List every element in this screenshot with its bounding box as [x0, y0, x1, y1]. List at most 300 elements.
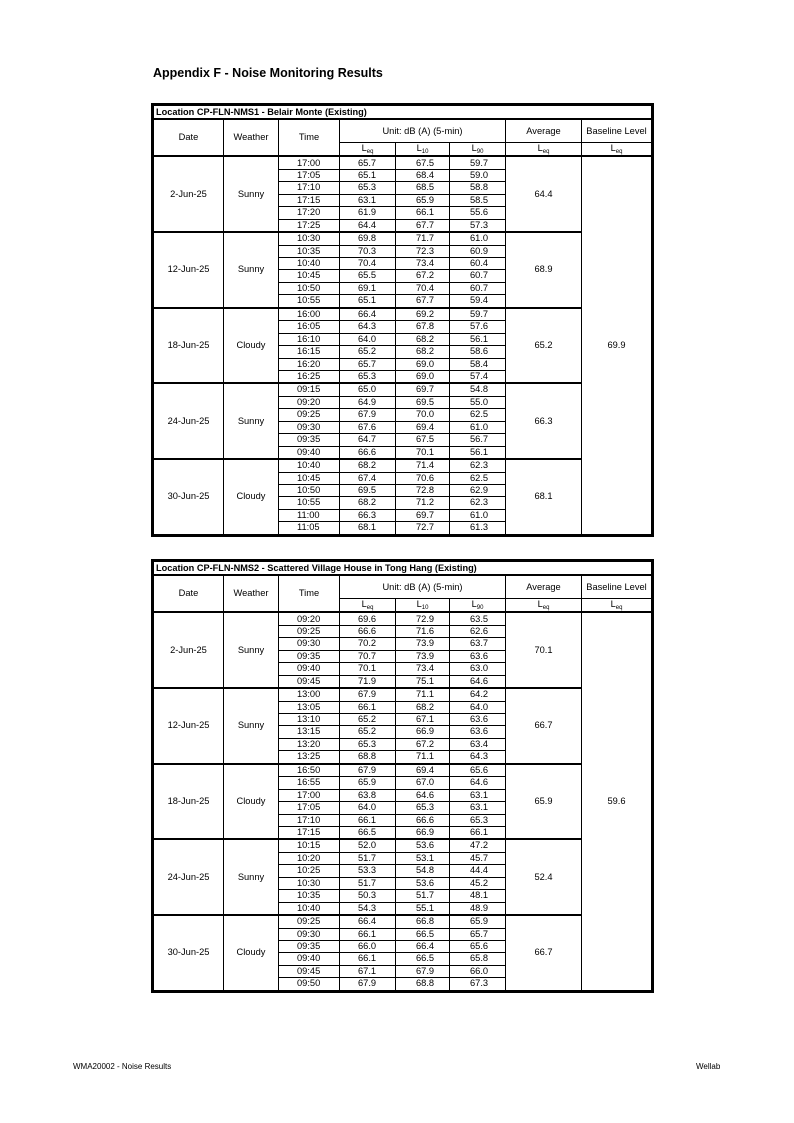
- l90-cell: 47.2: [450, 839, 506, 852]
- l10-cell: 67.5: [396, 434, 450, 446]
- l10-cell: 71.4: [396, 459, 450, 472]
- l90-cell: 65.8: [450, 953, 506, 965]
- l90-cell: 58.5: [450, 194, 506, 206]
- l10-cell: 67.0: [396, 777, 450, 789]
- average-cell: 68.1: [506, 459, 582, 534]
- leq-cell: 64.3: [340, 321, 396, 333]
- column-header-weather: Weather: [224, 119, 279, 156]
- weather-cell: Sunny: [224, 232, 279, 308]
- footer-company: Wellab: [696, 1062, 721, 1071]
- l10-cell: 72.3: [396, 245, 450, 257]
- time-cell: 17:00: [279, 789, 340, 801]
- time-cell: 09:35: [279, 650, 340, 662]
- leq-cell: 69.1: [340, 282, 396, 294]
- average-cell: 65.2: [506, 308, 582, 384]
- column-header-date: Date: [154, 119, 224, 156]
- leq-cell: 66.5: [340, 826, 396, 839]
- time-cell: 10:55: [279, 497, 340, 509]
- l10-cell: 70.4: [396, 282, 450, 294]
- header-row: [154, 575, 652, 598]
- weather-cell: Cloudy: [224, 459, 279, 534]
- leq-cell: 66.3: [340, 509, 396, 521]
- table-row: [154, 612, 652, 625]
- date-cell: 30-Jun-25: [154, 459, 224, 534]
- leq-cell: 71.9: [340, 675, 396, 688]
- leq-cell: 67.1: [340, 965, 396, 977]
- leq-cell: 65.2: [340, 713, 396, 725]
- l10-cell: 67.7: [396, 295, 450, 308]
- l-subscript: 10: [421, 148, 429, 155]
- l-subscript: 90: [476, 148, 484, 155]
- time-cell: 11:00: [279, 509, 340, 521]
- table-row: [154, 232, 652, 245]
- l10-cell: 67.7: [396, 219, 450, 232]
- leq-cell: 65.0: [340, 383, 396, 396]
- l-symbol: L: [537, 598, 543, 609]
- table-row: [154, 688, 652, 701]
- subheader-l90: [450, 599, 506, 613]
- l90-cell: 57.4: [450, 370, 506, 383]
- l-subscript: 10: [421, 604, 429, 611]
- date-cell: 2-Jun-25: [154, 156, 224, 232]
- l-subscript: eq: [542, 148, 550, 155]
- leq-cell: 63.8: [340, 789, 396, 801]
- l90-cell: 55.6: [450, 207, 506, 219]
- column-header-time: Time: [279, 575, 340, 612]
- date-cell: 24-Jun-25: [154, 839, 224, 915]
- column-header-unit: Unit: dB (A) (5-min): [340, 119, 506, 142]
- time-cell: 17:05: [279, 169, 340, 181]
- l10-cell: 68.2: [396, 701, 450, 713]
- l-symbol: L: [361, 142, 367, 153]
- time-cell: 17:10: [279, 182, 340, 194]
- leq-cell: 65.7: [340, 358, 396, 370]
- l10-cell: 69.5: [396, 396, 450, 408]
- l10-cell: 69.0: [396, 370, 450, 383]
- l10-cell: 54.8: [396, 865, 450, 877]
- leq-cell: 66.4: [340, 915, 396, 928]
- l10-cell: 67.2: [396, 738, 450, 750]
- leq-cell: 67.9: [340, 978, 396, 991]
- l10-cell: 71.1: [396, 688, 450, 701]
- l10-cell: 69.7: [396, 383, 450, 396]
- leq-cell: 64.0: [340, 802, 396, 814]
- l10-cell: 67.8: [396, 321, 450, 333]
- time-cell: 09:50: [279, 978, 340, 991]
- time-cell: 10:35: [279, 890, 340, 902]
- weather-cell: Sunny: [224, 383, 279, 459]
- subheader-leq: [340, 143, 396, 157]
- time-cell: 17:05: [279, 802, 340, 814]
- l10-cell: 55.1: [396, 902, 450, 915]
- l-subscript: eq: [615, 604, 623, 611]
- l90-cell: 64.3: [450, 751, 506, 764]
- l10-cell: 53.6: [396, 839, 450, 852]
- time-cell: 09:20: [279, 612, 340, 625]
- column-header-time: Time: [279, 119, 340, 156]
- date-cell: 24-Jun-25: [154, 383, 224, 459]
- time-cell: 09:40: [279, 663, 340, 675]
- leq-cell: 65.3: [340, 370, 396, 383]
- time-cell: 17:20: [279, 207, 340, 219]
- l90-cell: 44.4: [450, 865, 506, 877]
- l-symbol: L: [610, 142, 616, 153]
- l90-cell: 62.6: [450, 625, 506, 637]
- leq-cell: 70.7: [340, 650, 396, 662]
- leq-cell: 65.9: [340, 777, 396, 789]
- l90-cell: 61.0: [450, 509, 506, 521]
- l90-cell: 58.4: [450, 358, 506, 370]
- time-cell: 09:30: [279, 638, 340, 650]
- l90-cell: 65.3: [450, 814, 506, 826]
- l90-cell: 58.6: [450, 346, 506, 358]
- l-subscript: eq: [542, 604, 550, 611]
- time-cell: 16:05: [279, 321, 340, 333]
- l90-cell: 48.9: [450, 902, 506, 915]
- l90-cell: 56.7: [450, 434, 506, 446]
- leq-cell: 66.6: [340, 446, 396, 459]
- l90-cell: 59.0: [450, 169, 506, 181]
- subheader-baseline-leq: [582, 143, 652, 157]
- l90-cell: 61.0: [450, 232, 506, 245]
- l10-cell: 71.1: [396, 751, 450, 764]
- l90-cell: 62.9: [450, 484, 506, 496]
- leq-cell: 66.1: [340, 814, 396, 826]
- l10-cell: 53.1: [396, 852, 450, 864]
- l10-cell: 71.6: [396, 625, 450, 637]
- l10-cell: 75.1: [396, 675, 450, 688]
- l10-cell: 72.9: [396, 612, 450, 625]
- l90-cell: 62.5: [450, 409, 506, 421]
- location-title: Location CP-FLN-NMS2 - Scattered Village House in Tong Hang (Existing): [154, 562, 652, 576]
- location-row: [154, 562, 652, 576]
- leq-cell: 52.0: [340, 839, 396, 852]
- l90-cell: 65.9: [450, 915, 506, 928]
- leq-cell: 64.0: [340, 333, 396, 345]
- column-header-weather: Weather: [224, 575, 279, 612]
- l90-cell: 63.6: [450, 726, 506, 738]
- l-subscript: 90: [476, 604, 484, 611]
- l90-cell: 65.6: [450, 764, 506, 777]
- l10-cell: 73.9: [396, 650, 450, 662]
- time-cell: 09:25: [279, 915, 340, 928]
- time-cell: 16:20: [279, 358, 340, 370]
- time-cell: 17:10: [279, 814, 340, 826]
- time-cell: 10:25: [279, 865, 340, 877]
- time-cell: 16:00: [279, 308, 340, 321]
- time-cell: 09:45: [279, 675, 340, 688]
- l90-cell: 59.4: [450, 295, 506, 308]
- l90-cell: 60.9: [450, 245, 506, 257]
- l90-cell: 63.6: [450, 650, 506, 662]
- l90-cell: 60.7: [450, 282, 506, 294]
- l-symbol: L: [416, 598, 422, 609]
- time-cell: 09:30: [279, 928, 340, 940]
- weather-cell: Cloudy: [224, 308, 279, 384]
- l90-cell: 60.4: [450, 257, 506, 269]
- leq-cell: 68.2: [340, 459, 396, 472]
- column-header-baseline: Baseline Level: [582, 119, 652, 142]
- leq-cell: 61.9: [340, 207, 396, 219]
- leq-cell: 67.9: [340, 764, 396, 777]
- l10-cell: 69.4: [396, 764, 450, 777]
- l90-cell: 63.7: [450, 638, 506, 650]
- time-cell: 13:10: [279, 713, 340, 725]
- leq-cell: 63.1: [340, 194, 396, 206]
- table-row: [154, 839, 652, 852]
- average-cell: 66.7: [506, 688, 582, 764]
- date-cell: 18-Jun-25: [154, 764, 224, 840]
- time-cell: 09:25: [279, 625, 340, 637]
- leq-cell: 66.1: [340, 953, 396, 965]
- time-cell: 10:40: [279, 902, 340, 915]
- l-subscript: eq: [366, 148, 374, 155]
- l10-cell: 73.4: [396, 257, 450, 269]
- table-row: [154, 308, 652, 321]
- average-cell: 65.9: [506, 764, 582, 840]
- l90-cell: 63.1: [450, 789, 506, 801]
- l10-cell: 69.4: [396, 421, 450, 433]
- l10-cell: 66.6: [396, 814, 450, 826]
- subheader-avg-leq: [506, 599, 582, 613]
- leq-cell: 66.6: [340, 625, 396, 637]
- table-row: [154, 156, 652, 169]
- l90-cell: 58.8: [450, 182, 506, 194]
- leq-cell: 66.1: [340, 928, 396, 940]
- l-symbol: L: [361, 598, 367, 609]
- l10-cell: 66.8: [396, 915, 450, 928]
- noise-table-nms1: [151, 103, 654, 537]
- l90-cell: 62.5: [450, 472, 506, 484]
- l90-cell: 54.8: [450, 383, 506, 396]
- subheader-baseline-leq: [582, 599, 652, 613]
- time-cell: 10:45: [279, 472, 340, 484]
- leq-cell: 66.1: [340, 701, 396, 713]
- leq-cell: 69.6: [340, 612, 396, 625]
- time-cell: 09:20: [279, 396, 340, 408]
- header-row: [154, 119, 652, 142]
- date-cell: 18-Jun-25: [154, 308, 224, 384]
- noise-table-nms2: [151, 559, 654, 993]
- leq-cell: 65.2: [340, 346, 396, 358]
- l90-cell: 63.0: [450, 663, 506, 675]
- leq-cell: 70.4: [340, 257, 396, 269]
- l10-cell: 68.2: [396, 346, 450, 358]
- l10-cell: 70.6: [396, 472, 450, 484]
- subheader-l10: [396, 143, 450, 157]
- weather-cell: Sunny: [224, 839, 279, 915]
- time-cell: 09:40: [279, 953, 340, 965]
- l90-cell: 59.7: [450, 156, 506, 169]
- leq-cell: 65.7: [340, 156, 396, 169]
- l10-cell: 66.1: [396, 207, 450, 219]
- time-cell: 16:10: [279, 333, 340, 345]
- l-symbol: L: [610, 598, 616, 609]
- leq-cell: 65.2: [340, 726, 396, 738]
- subheader-avg-leq: [506, 143, 582, 157]
- l90-cell: 57.3: [450, 219, 506, 232]
- l90-cell: 63.5: [450, 612, 506, 625]
- l-symbol: L: [416, 142, 422, 153]
- l-symbol: L: [471, 142, 477, 153]
- leq-cell: 66.4: [340, 308, 396, 321]
- leq-cell: 50.3: [340, 890, 396, 902]
- time-cell: 17:00: [279, 156, 340, 169]
- time-cell: 10:45: [279, 270, 340, 282]
- column-header-baseline: Baseline Level: [582, 575, 652, 598]
- time-cell: 13:20: [279, 738, 340, 750]
- l10-cell: 73.4: [396, 663, 450, 675]
- date-cell: 30-Jun-25: [154, 915, 224, 990]
- l10-cell: 66.5: [396, 928, 450, 940]
- l90-cell: 62.3: [450, 497, 506, 509]
- l10-cell: 69.0: [396, 358, 450, 370]
- l10-cell: 71.7: [396, 232, 450, 245]
- l90-cell: 55.0: [450, 396, 506, 408]
- baseline-cell: 69.9: [582, 156, 652, 534]
- l-symbol: L: [471, 598, 477, 609]
- time-cell: 10:35: [279, 245, 340, 257]
- leq-cell: 51.7: [340, 852, 396, 864]
- subheader-l90: [450, 143, 506, 157]
- time-cell: 17:25: [279, 219, 340, 232]
- weather-cell: Cloudy: [224, 764, 279, 840]
- leq-cell: 65.3: [340, 182, 396, 194]
- l90-cell: 59.7: [450, 308, 506, 321]
- l10-cell: 69.7: [396, 509, 450, 521]
- l90-cell: 45.2: [450, 877, 506, 889]
- leq-cell: 65.3: [340, 738, 396, 750]
- l10-cell: 67.1: [396, 713, 450, 725]
- l90-cell: 64.6: [450, 675, 506, 688]
- time-cell: 10:15: [279, 839, 340, 852]
- time-cell: 09:25: [279, 409, 340, 421]
- date-cell: 2-Jun-25: [154, 612, 224, 688]
- column-header-date: Date: [154, 575, 224, 612]
- l10-cell: 51.7: [396, 890, 450, 902]
- leq-cell: 70.2: [340, 638, 396, 650]
- leq-cell: 65.1: [340, 169, 396, 181]
- l90-cell: 63.6: [450, 713, 506, 725]
- l90-cell: 65.7: [450, 928, 506, 940]
- l10-cell: 68.4: [396, 169, 450, 181]
- time-cell: 10:30: [279, 232, 340, 245]
- l10-cell: 71.2: [396, 497, 450, 509]
- l-subscript: eq: [366, 604, 374, 611]
- table-row: [154, 764, 652, 777]
- leq-cell: 70.3: [340, 245, 396, 257]
- footer-doc-ref: WMA20002 - Noise Results: [73, 1062, 172, 1071]
- time-cell: 17:15: [279, 826, 340, 839]
- baseline-cell: 59.6: [582, 612, 652, 990]
- location-title: Location CP-FLN-NMS1 - Belair Monte (Existing): [154, 106, 652, 120]
- l90-cell: 48.1: [450, 890, 506, 902]
- leq-cell: 67.4: [340, 472, 396, 484]
- l90-cell: 56.1: [450, 446, 506, 459]
- l10-cell: 67.5: [396, 156, 450, 169]
- leq-cell: 67.9: [340, 409, 396, 421]
- time-cell: 10:50: [279, 282, 340, 294]
- time-cell: 13:05: [279, 701, 340, 713]
- l90-cell: 60.7: [450, 270, 506, 282]
- time-cell: 10:55: [279, 295, 340, 308]
- time-cell: 10:50: [279, 484, 340, 496]
- leq-cell: 54.3: [340, 902, 396, 915]
- time-cell: 10:20: [279, 852, 340, 864]
- l10-cell: 65.3: [396, 802, 450, 814]
- time-cell: 10:30: [279, 877, 340, 889]
- leq-cell: 64.4: [340, 219, 396, 232]
- l10-cell: 70.1: [396, 446, 450, 459]
- table-row: [154, 383, 652, 396]
- leq-cell: 65.1: [340, 295, 396, 308]
- l10-cell: 68.8: [396, 978, 450, 991]
- l10-cell: 64.6: [396, 789, 450, 801]
- l10-cell: 66.5: [396, 953, 450, 965]
- l90-cell: 66.0: [450, 965, 506, 977]
- time-cell: 13:25: [279, 751, 340, 764]
- l10-cell: 66.9: [396, 726, 450, 738]
- l90-cell: 61.3: [450, 522, 506, 535]
- date-cell: 12-Jun-25: [154, 232, 224, 308]
- l90-cell: 45.7: [450, 852, 506, 864]
- leq-cell: 67.6: [340, 421, 396, 433]
- l90-cell: 56.1: [450, 333, 506, 345]
- average-cell: 64.4: [506, 156, 582, 232]
- l90-cell: 62.3: [450, 459, 506, 472]
- l-subscript: eq: [615, 148, 623, 155]
- leq-cell: 68.1: [340, 522, 396, 535]
- l90-cell: 63.4: [450, 738, 506, 750]
- l10-cell: 70.0: [396, 409, 450, 421]
- page-title: Appendix F - Noise Monitoring Results: [153, 66, 383, 80]
- weather-cell: Cloudy: [224, 915, 279, 990]
- leq-cell: 67.9: [340, 688, 396, 701]
- leq-cell: 53.3: [340, 865, 396, 877]
- leq-cell: 68.2: [340, 497, 396, 509]
- time-cell: 09:45: [279, 965, 340, 977]
- table-row: [154, 915, 652, 928]
- time-cell: 09:15: [279, 383, 340, 396]
- leq-cell: 69.5: [340, 484, 396, 496]
- average-cell: 68.9: [506, 232, 582, 308]
- leq-cell: 64.7: [340, 434, 396, 446]
- leq-cell: 68.8: [340, 751, 396, 764]
- subheader-leq: [340, 599, 396, 613]
- l90-cell: 61.0: [450, 421, 506, 433]
- date-cell: 12-Jun-25: [154, 688, 224, 764]
- leq-cell: 64.9: [340, 396, 396, 408]
- time-cell: 17:15: [279, 194, 340, 206]
- l90-cell: 57.6: [450, 321, 506, 333]
- time-cell: 13:15: [279, 726, 340, 738]
- l10-cell: 69.2: [396, 308, 450, 321]
- l90-cell: 64.2: [450, 688, 506, 701]
- weather-cell: Sunny: [224, 156, 279, 232]
- average-cell: 66.7: [506, 915, 582, 990]
- l10-cell: 66.9: [396, 826, 450, 839]
- l10-cell: 68.2: [396, 333, 450, 345]
- time-cell: 10:40: [279, 257, 340, 269]
- l90-cell: 63.1: [450, 802, 506, 814]
- l90-cell: 67.3: [450, 978, 506, 991]
- l10-cell: 66.4: [396, 940, 450, 952]
- table-row: [154, 459, 652, 472]
- time-cell: 11:05: [279, 522, 340, 535]
- average-cell: 66.3: [506, 383, 582, 459]
- leq-cell: 51.7: [340, 877, 396, 889]
- column-header-average: Average: [506, 575, 582, 598]
